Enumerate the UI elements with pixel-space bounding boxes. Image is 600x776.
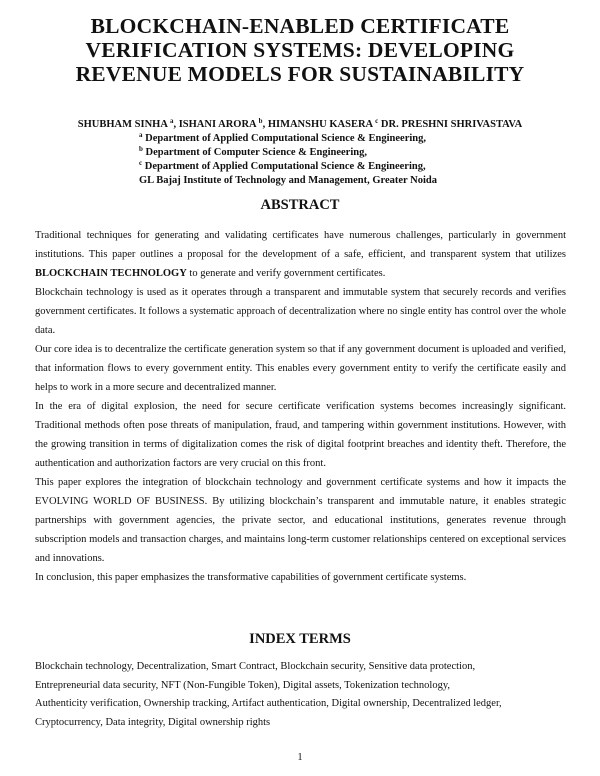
index-terms-body [35,658,575,732]
index-terms-line: Authenticity verification, Ownership tracking, Artifact authentication, Digital ownership, Decentralized ledger, [35,698,502,710]
institution: GL Bajaj Institute of Technology and Management, Greater Noida [139,175,437,186]
title-line-2: VERIFICATION SYSTEMS: DEVELOPING [85,38,515,62]
abstract-paragraph-5: This paper explores the integration of blockchain technology and government certificate systems and how it impacts the EVOLVING WORLD OF BUSINESS. By utilizing blockchain’s transparent and immutable nature, it enables strategic partnerships with government agencies, the private sector, and educational institutions, generates revenue through subscription models and transaction charges, and maintains long-term customer relationships centered on exceptional services and innovations. [35,477,566,564]
title-line-1: BLOCKCHAIN-ENABLED CERTIFICATE [90,14,510,38]
abstract-paragraph-4: In the era of digital explosion, the need for secure certificate verification systems becomes increasingly significant. Traditional methods often pose threats of manipulation, fraud, and tampering within government institutions. However, with the growing transition in terms of digitalization comes the risk of digital footprint breaches and identity theft. Therefore, the authentication and authorization factors are very crucial on this front. [35,401,566,469]
paper-title [0,14,600,86]
index-terms-line: Blockchain technology, Decentralization, Smart Contract, Blockchain security, Sensitive data protection, [35,661,476,672]
author-1-sup: a [169,117,174,125]
author-2: , ISHANI ARORA [173,119,259,130]
abstract-emphasis: BLOCKCHAIN TECHNOLOGY [35,268,187,279]
author-3-sup: c [375,117,379,125]
abstract-paragraph-2: Blockchain technology is used as it operates through a transparent and immutable system that securely records and verifies government certificates. It follows a systematic approach of decentralization where no single entity has control over the whole data. [35,287,566,336]
author-2-sup: b [258,117,263,125]
affiliation-a: $^a$ Department of Applied Computational Science & Engineering, [139,131,426,144]
author-4: DR. PRESHNI SHRIVASTAVA [378,119,523,130]
affiliation-c: $^c$ Department of Applied Computational Science & Engineering, [139,159,426,172]
abstract-body [35,226,566,587]
abstract-paragraph-1: Traditional techniques for generating and validating certificates have numerous challenges, particularly in government institutions. This paper outlines a proposal for the development of a safe, efficient, and transparent system that utilizes BLOCKCHAIN TECHNOLOGY to generate and verify government certificates. [35,230,566,279]
affiliations [139,132,539,188]
abstract-heading: ABSTRACT [260,197,340,213]
affiliation-b: $^b$ Department of Computer Science & Engineering, [139,145,367,158]
author-1: SHUBHAM SINHA [77,119,170,130]
author-3: , HIMANSHU KASERA [262,119,376,130]
page-number: 1 [297,752,303,763]
author-list [0,118,600,132]
abstract-paragraph-6: In conclusion, this paper emphasizes the transformative capabilities of government certificate systems. [35,572,467,583]
abstract-paragraph-3: Our core idea is to decentralize the certificate generation system so that if any government document is uploaded and verified, that information flows to every government entity. This enables every government entity to verify the certificate easily and helps to work in a more secure and decentralized manner. [35,344,566,393]
index-terms-line: Entrepreneurial data security, NFT (Non-Fungible Token), Digital assets, Tokenization technology, [35,679,451,691]
title-line-3: REVENUE MODELS FOR SUSTAINABILITY [75,62,525,86]
index-terms-line: Cryptocurrency, Data integrity, Digital ownership rights [35,716,271,728]
index-terms-heading: INDEX TERMS [249,631,351,647]
